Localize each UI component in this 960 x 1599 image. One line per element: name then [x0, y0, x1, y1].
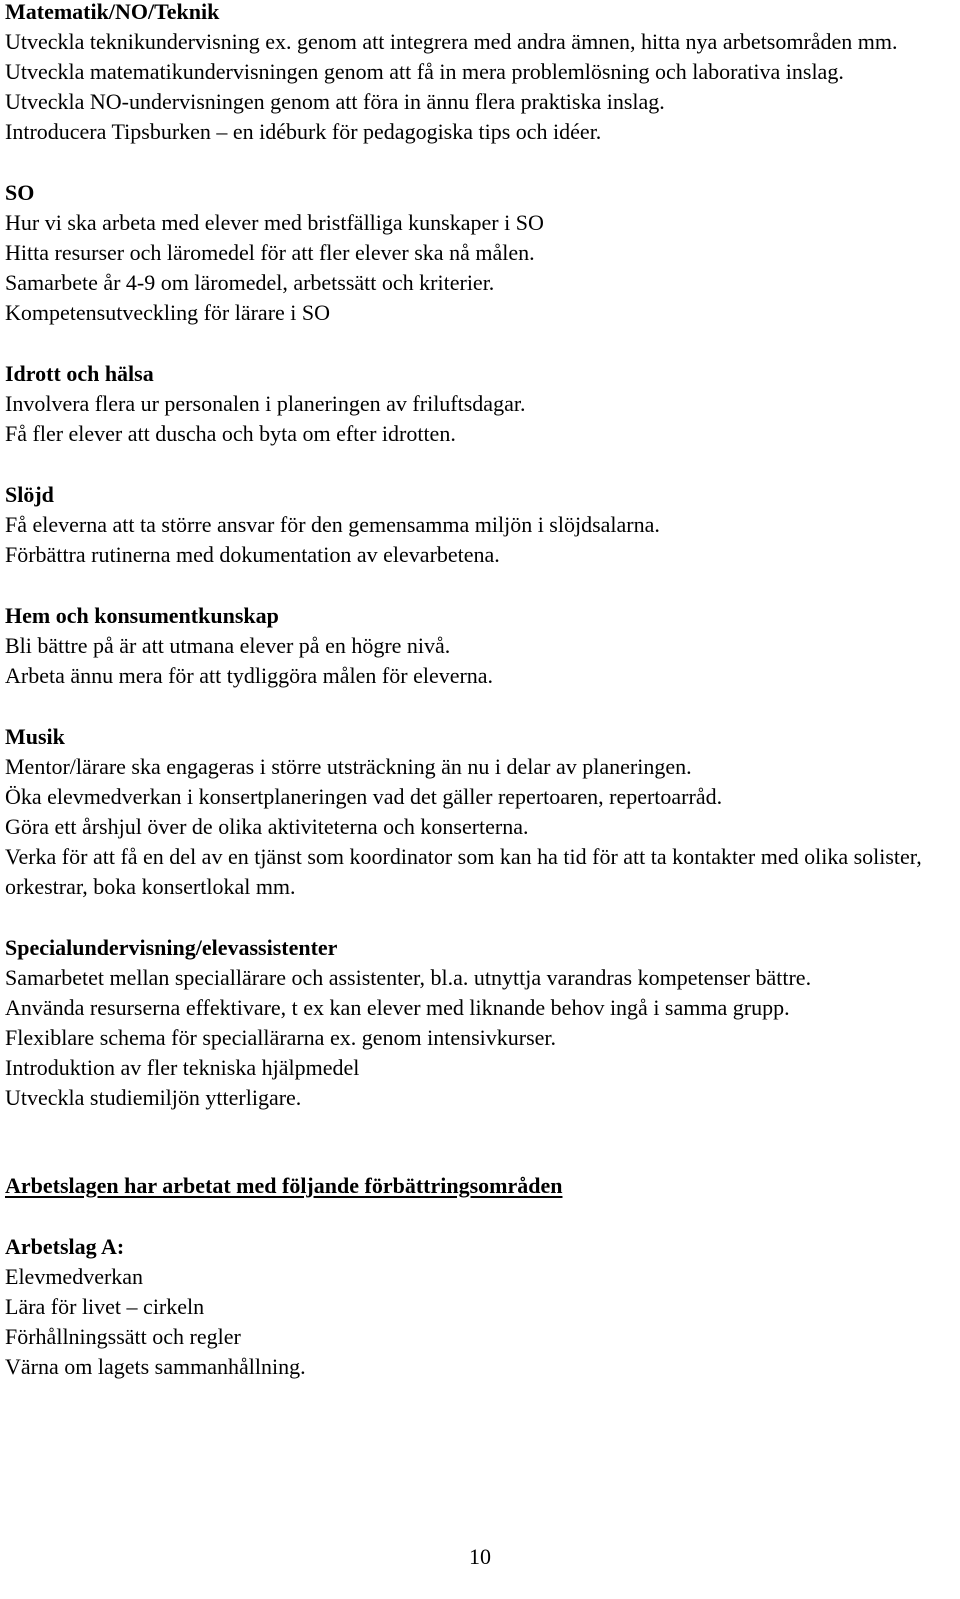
paragraph-line: Värna om lagets sammanhållning.: [5, 1354, 306, 1379]
paragraph-line: Kompetensutveckling för lärare i SO: [5, 300, 331, 325]
section-heading: Musik: [5, 724, 65, 749]
section-hem-och-konsumentkunskap: [5, 601, 955, 691]
paragraph-line: Hur vi ska arbeta med elever med bristfälliga kunskaper i SO: [5, 210, 544, 235]
paragraph-line: Utveckla NO-undervisningen genom att föra in ännu flera praktiska inslag.: [5, 89, 665, 114]
paragraph-line: Samarbete år 4-9 om läromedel, arbetssätt och kriterier.: [5, 270, 495, 295]
paragraph-line: Elevmedverkan: [5, 1264, 144, 1289]
paragraph-line: Utveckla studiemiljön ytterligare.: [5, 1085, 302, 1110]
section-musik: [5, 722, 955, 902]
paragraph-line: Få fler elever att duscha och byta om efter idrotten.: [5, 421, 456, 446]
section-heading: Hem och konsumentkunskap: [5, 603, 279, 628]
document-page: [5, 0, 955, 1382]
paragraph-line: Utveckla matematikundervisningen genom att få in mera problemlösning och laborativa inslag.: [5, 59, 844, 84]
section-heading: Matematik/NO/Teknik: [5, 0, 220, 24]
section-arbetslag-heading: [5, 1171, 955, 1201]
paragraph-line: Bli bättre på är att utmana elever på en högre nivå.: [5, 633, 451, 658]
paragraph-line: Hitta resurser och läromedel för att fler elever ska nå målen.: [5, 240, 535, 265]
paragraph-line: Förbättra rutinerna med dokumentation av elevarbetena.: [5, 542, 500, 567]
paragraph-line: Arbeta ännu mera för att tydliggöra målen för eleverna.: [5, 663, 494, 688]
paragraph-line: Förhållningssätt och regler: [5, 1324, 241, 1349]
section-so: [5, 178, 955, 328]
paragraph-line: Involvera flera ur personalen i planeringen av friluftsdagar.: [5, 391, 526, 416]
paragraph-line: Använda resurserna effektivare, t ex kan elever med liknande behov ingå i samma grupp.: [5, 995, 790, 1020]
paragraph-line: Göra ett årshjul över de olika aktiviteterna och konserterna.: [5, 814, 529, 839]
section-heading: Arbetslag A:: [5, 1234, 125, 1259]
paragraph-line: Utveckla teknikundervisning ex. genom att integrera med andra ämnen, hitta nya arbetsområden mm.: [5, 29, 898, 54]
section-heading: Slöjd: [5, 482, 54, 507]
section-heading: SO: [5, 180, 35, 205]
paragraph-line: Flexiblare schema för speciallärarna ex. genom intensivkurser.: [5, 1025, 557, 1050]
paragraph-line: Introducera Tipsburken – en idéburk för pedagogiska tips och idéer.: [5, 119, 602, 144]
paragraph-line: Introduktion av fler tekniska hjälpmedel: [5, 1055, 360, 1080]
paragraph-line: Öka elevmedverkan i konsertplaneringen vad det gäller repertoaren, repertoarråd.: [5, 784, 723, 809]
paragraph-line: Verka för att få en del av en tjänst som koordinator som kan ha tid för att ta kontakter med olika solister, orkestrar, boka konsertlokal mm.: [5, 844, 922, 899]
section-arbetslag-a: [5, 1232, 955, 1382]
section-specialundervisning: [5, 933, 955, 1113]
paragraph-line: Lära för livet – cirkeln: [5, 1294, 205, 1319]
section-heading: Specialundervisning/elevassistenter: [5, 935, 338, 960]
section-idrott-och-halsa: [5, 359, 955, 449]
section-slojd: [5, 480, 955, 570]
section-matematik-no-teknik: [5, 0, 955, 147]
arbetslag-heading: Arbetslagen har arbetat med följande förbättringsområden: [5, 1173, 563, 1198]
section-heading: Idrott och hälsa: [5, 361, 154, 386]
paragraph-line: Mentor/lärare ska engageras i större utsträckning än nu i delar av planeringen.: [5, 754, 692, 779]
page-number: 10: [469, 1544, 491, 1569]
paragraph-line: Samarbetet mellan speciallärare och assistenter, bl.a. utnyttja varandras kompetenser bättre.: [5, 965, 812, 990]
paragraph-line: Få eleverna att ta större ansvar för den gemensamma miljön i slöjdsalarna.: [5, 512, 660, 537]
